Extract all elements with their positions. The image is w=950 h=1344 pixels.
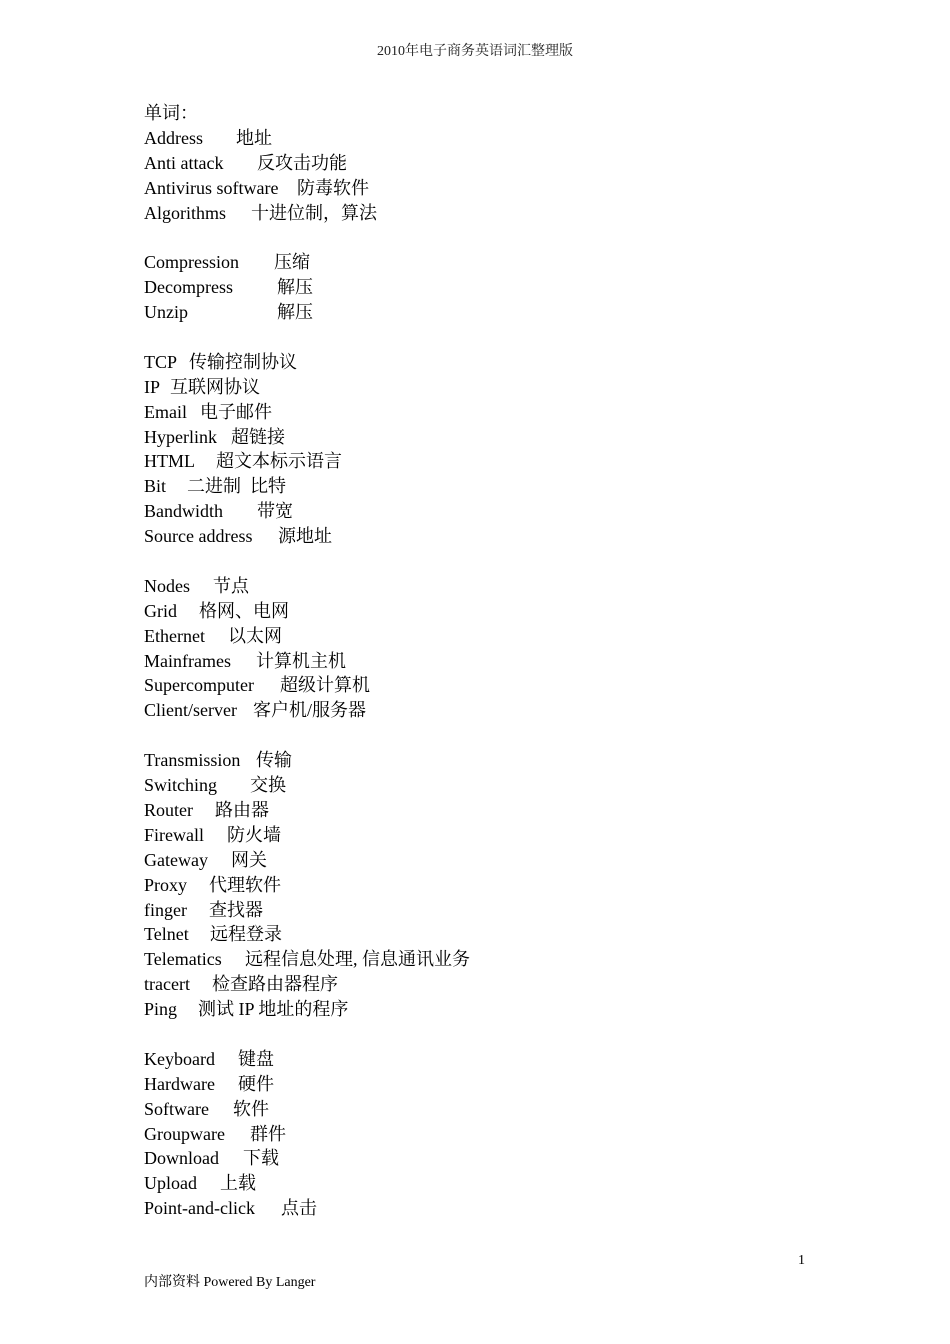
vocab-meaning: 二进制 比特 — [187, 476, 286, 497]
vocab-entry — [144, 350, 844, 375]
vocab-meaning: 十进位制，算法 — [251, 202, 377, 223]
vocab-term: Gateway — [144, 849, 208, 870]
vocab-term: Point-and-click — [144, 1198, 255, 1219]
vocab-term: Algorithms — [144, 202, 227, 223]
vocab-entry — [144, 873, 844, 898]
vocab-meaning: 远程登录 — [210, 924, 282, 945]
vocab-entry — [144, 474, 844, 499]
vocab-group — [144, 126, 844, 226]
vocab-entry — [144, 1146, 844, 1171]
vocab-meaning: 互联网协议 — [170, 376, 260, 397]
vocab-group — [144, 1047, 844, 1221]
vocab-term: HTML — [144, 451, 195, 472]
vocab-entry — [144, 126, 844, 151]
vocab-entry — [144, 698, 844, 723]
vocab-entry — [144, 449, 844, 474]
page-header: 2010年电子商务英语词汇整理版 — [377, 44, 573, 59]
vocab-term: Download — [144, 1148, 219, 1169]
vocab-meaning: 软件 — [233, 1098, 269, 1119]
vocab-term: Hardware — [144, 1073, 215, 1094]
vocab-entry — [144, 1072, 844, 1097]
vocab-meaning: 上载 — [220, 1173, 256, 1194]
vocab-term: Client/server — [144, 700, 237, 721]
vocab-meaning: 解压 — [277, 302, 313, 323]
vocab-meaning: 带宽 — [257, 501, 293, 522]
vocab-entry — [144, 673, 844, 698]
vocab-term: Email — [144, 401, 187, 422]
vocab-entry — [144, 1171, 844, 1196]
vocab-entry — [144, 425, 844, 450]
vocab-entry — [144, 176, 844, 201]
vocab-meaning: 传输控制协议 — [189, 351, 297, 372]
page-footer: 内部资料 Powered By Langer — [144, 1275, 316, 1290]
vocab-meaning: 节点 — [213, 575, 249, 596]
vocab-term: Groupware — [144, 1123, 225, 1144]
vocab-term: Ethernet — [144, 625, 205, 646]
vocab-entry — [144, 773, 844, 798]
vocab-entry — [144, 922, 844, 947]
vocab-term: Router — [144, 799, 193, 820]
vocab-entry — [144, 649, 844, 674]
vocab-term: IP — [144, 376, 161, 397]
vocab-meaning: 电子邮件 — [200, 401, 272, 422]
vocab-term: Telematics — [144, 949, 222, 970]
vocab-meaning: 超链接 — [231, 426, 285, 447]
vocab-entry — [144, 574, 844, 599]
vocab-meaning: 防火墙 — [227, 824, 281, 845]
vocab-term: Telnet — [144, 924, 189, 945]
vocab-term: Decompress — [144, 277, 233, 298]
vocab-meaning: 交换 — [250, 775, 286, 796]
vocab-meaning: 计算机主机 — [256, 650, 346, 671]
vocab-entry — [144, 1097, 844, 1122]
vocab-entry — [144, 300, 844, 325]
vocab-term: Transmission — [144, 750, 241, 771]
vocab-meaning: 代理软件 — [209, 874, 281, 895]
vocab-group — [144, 350, 844, 549]
vocab-group — [144, 748, 844, 1022]
vocab-term: Bandwidth — [144, 501, 223, 522]
vocab-meaning: 远程信息处理, 信息通讯业务 — [245, 949, 470, 970]
vocab-meaning: 群件 — [250, 1123, 286, 1144]
vocab-meaning: 源地址 — [278, 526, 332, 547]
vocab-term: Compression — [144, 252, 240, 273]
vocab-term: TCP — [144, 351, 178, 372]
vocab-term: Anti attack — [144, 152, 224, 173]
vocab-term: Address — [144, 127, 203, 148]
vocab-group — [144, 250, 844, 325]
vocab-meaning: 客户机/服务器 — [253, 700, 367, 721]
vocab-entry — [144, 748, 844, 773]
vocab-meaning: 查找器 — [209, 899, 263, 920]
vocab-meaning: 压缩 — [274, 252, 310, 273]
vocab-meaning: 格网、电网 — [199, 600, 289, 621]
vocab-entry — [144, 151, 844, 176]
vocab-term: Proxy — [144, 874, 188, 895]
vocab-entry — [144, 848, 844, 873]
vocab-term: tracert — [144, 974, 190, 995]
vocab-entry — [144, 624, 844, 649]
vocab-term: Nodes — [144, 575, 190, 596]
vocab-entry — [144, 375, 844, 400]
vocab-entry — [144, 1122, 844, 1147]
vocab-entry — [144, 798, 844, 823]
vocab-term: Switching — [144, 775, 218, 796]
vocab-meaning: 路由器 — [215, 799, 269, 820]
vocab-entry — [144, 972, 844, 997]
vocab-term: Supercomputer — [144, 675, 254, 696]
vocab-entry — [144, 898, 844, 923]
vocab-meaning: 测试 IP 地址的程序 — [198, 999, 349, 1020]
vocab-term: Antivirus software — [144, 177, 279, 198]
vocab-term: finger — [144, 899, 187, 920]
vocab-meaning: 键盘 — [238, 1048, 274, 1069]
page-number: 1 — [798, 1253, 805, 1268]
vocab-term: Mainframes — [144, 650, 231, 671]
section-title: 单词： — [144, 103, 198, 123]
vocab-term: Software — [144, 1098, 209, 1119]
vocab-term: Hyperlink — [144, 426, 217, 447]
vocab-entry — [144, 524, 844, 549]
vocab-term: Upload — [144, 1173, 197, 1194]
vocab-entry — [144, 823, 844, 848]
vocab-meaning: 超级计算机 — [280, 675, 370, 696]
vocab-meaning: 以太网 — [228, 625, 282, 646]
vocab-meaning: 地址 — [236, 127, 272, 148]
vocab-entry — [144, 1047, 844, 1072]
vocab-term: Ping — [144, 999, 178, 1020]
vocab-entry — [144, 599, 844, 624]
vocab-meaning: 解压 — [277, 277, 313, 298]
vocab-meaning: 检查路由器程序 — [212, 974, 338, 995]
vocab-entry — [144, 250, 844, 275]
vocab-meaning: 网关 — [231, 849, 267, 870]
vocab-meaning: 传输 — [256, 750, 292, 771]
vocab-entry — [144, 997, 844, 1022]
vocab-term: Source address — [144, 526, 253, 547]
vocab-term: Bit — [144, 476, 167, 497]
vocab-term: Grid — [144, 600, 177, 621]
vocabulary-content — [144, 101, 844, 1246]
vocab-meaning: 防毒软件 — [297, 177, 369, 198]
vocab-meaning: 下载 — [243, 1148, 279, 1169]
vocab-entry — [144, 499, 844, 524]
vocab-entry — [144, 947, 844, 972]
vocab-meaning: 反攻击功能 — [257, 152, 347, 173]
vocab-entry — [144, 275, 844, 300]
vocab-term: Keyboard — [144, 1048, 215, 1069]
vocab-meaning: 点击 — [281, 1198, 317, 1219]
vocab-meaning: 硬件 — [238, 1073, 274, 1094]
vocab-entry — [144, 201, 844, 226]
vocab-term: Firewall — [144, 824, 204, 845]
vocab-term: Unzip — [144, 302, 188, 323]
vocab-meaning: 超文本标示语言 — [216, 451, 342, 472]
vocab-entry — [144, 1196, 844, 1221]
vocab-group — [144, 574, 844, 723]
vocab-entry — [144, 400, 844, 425]
